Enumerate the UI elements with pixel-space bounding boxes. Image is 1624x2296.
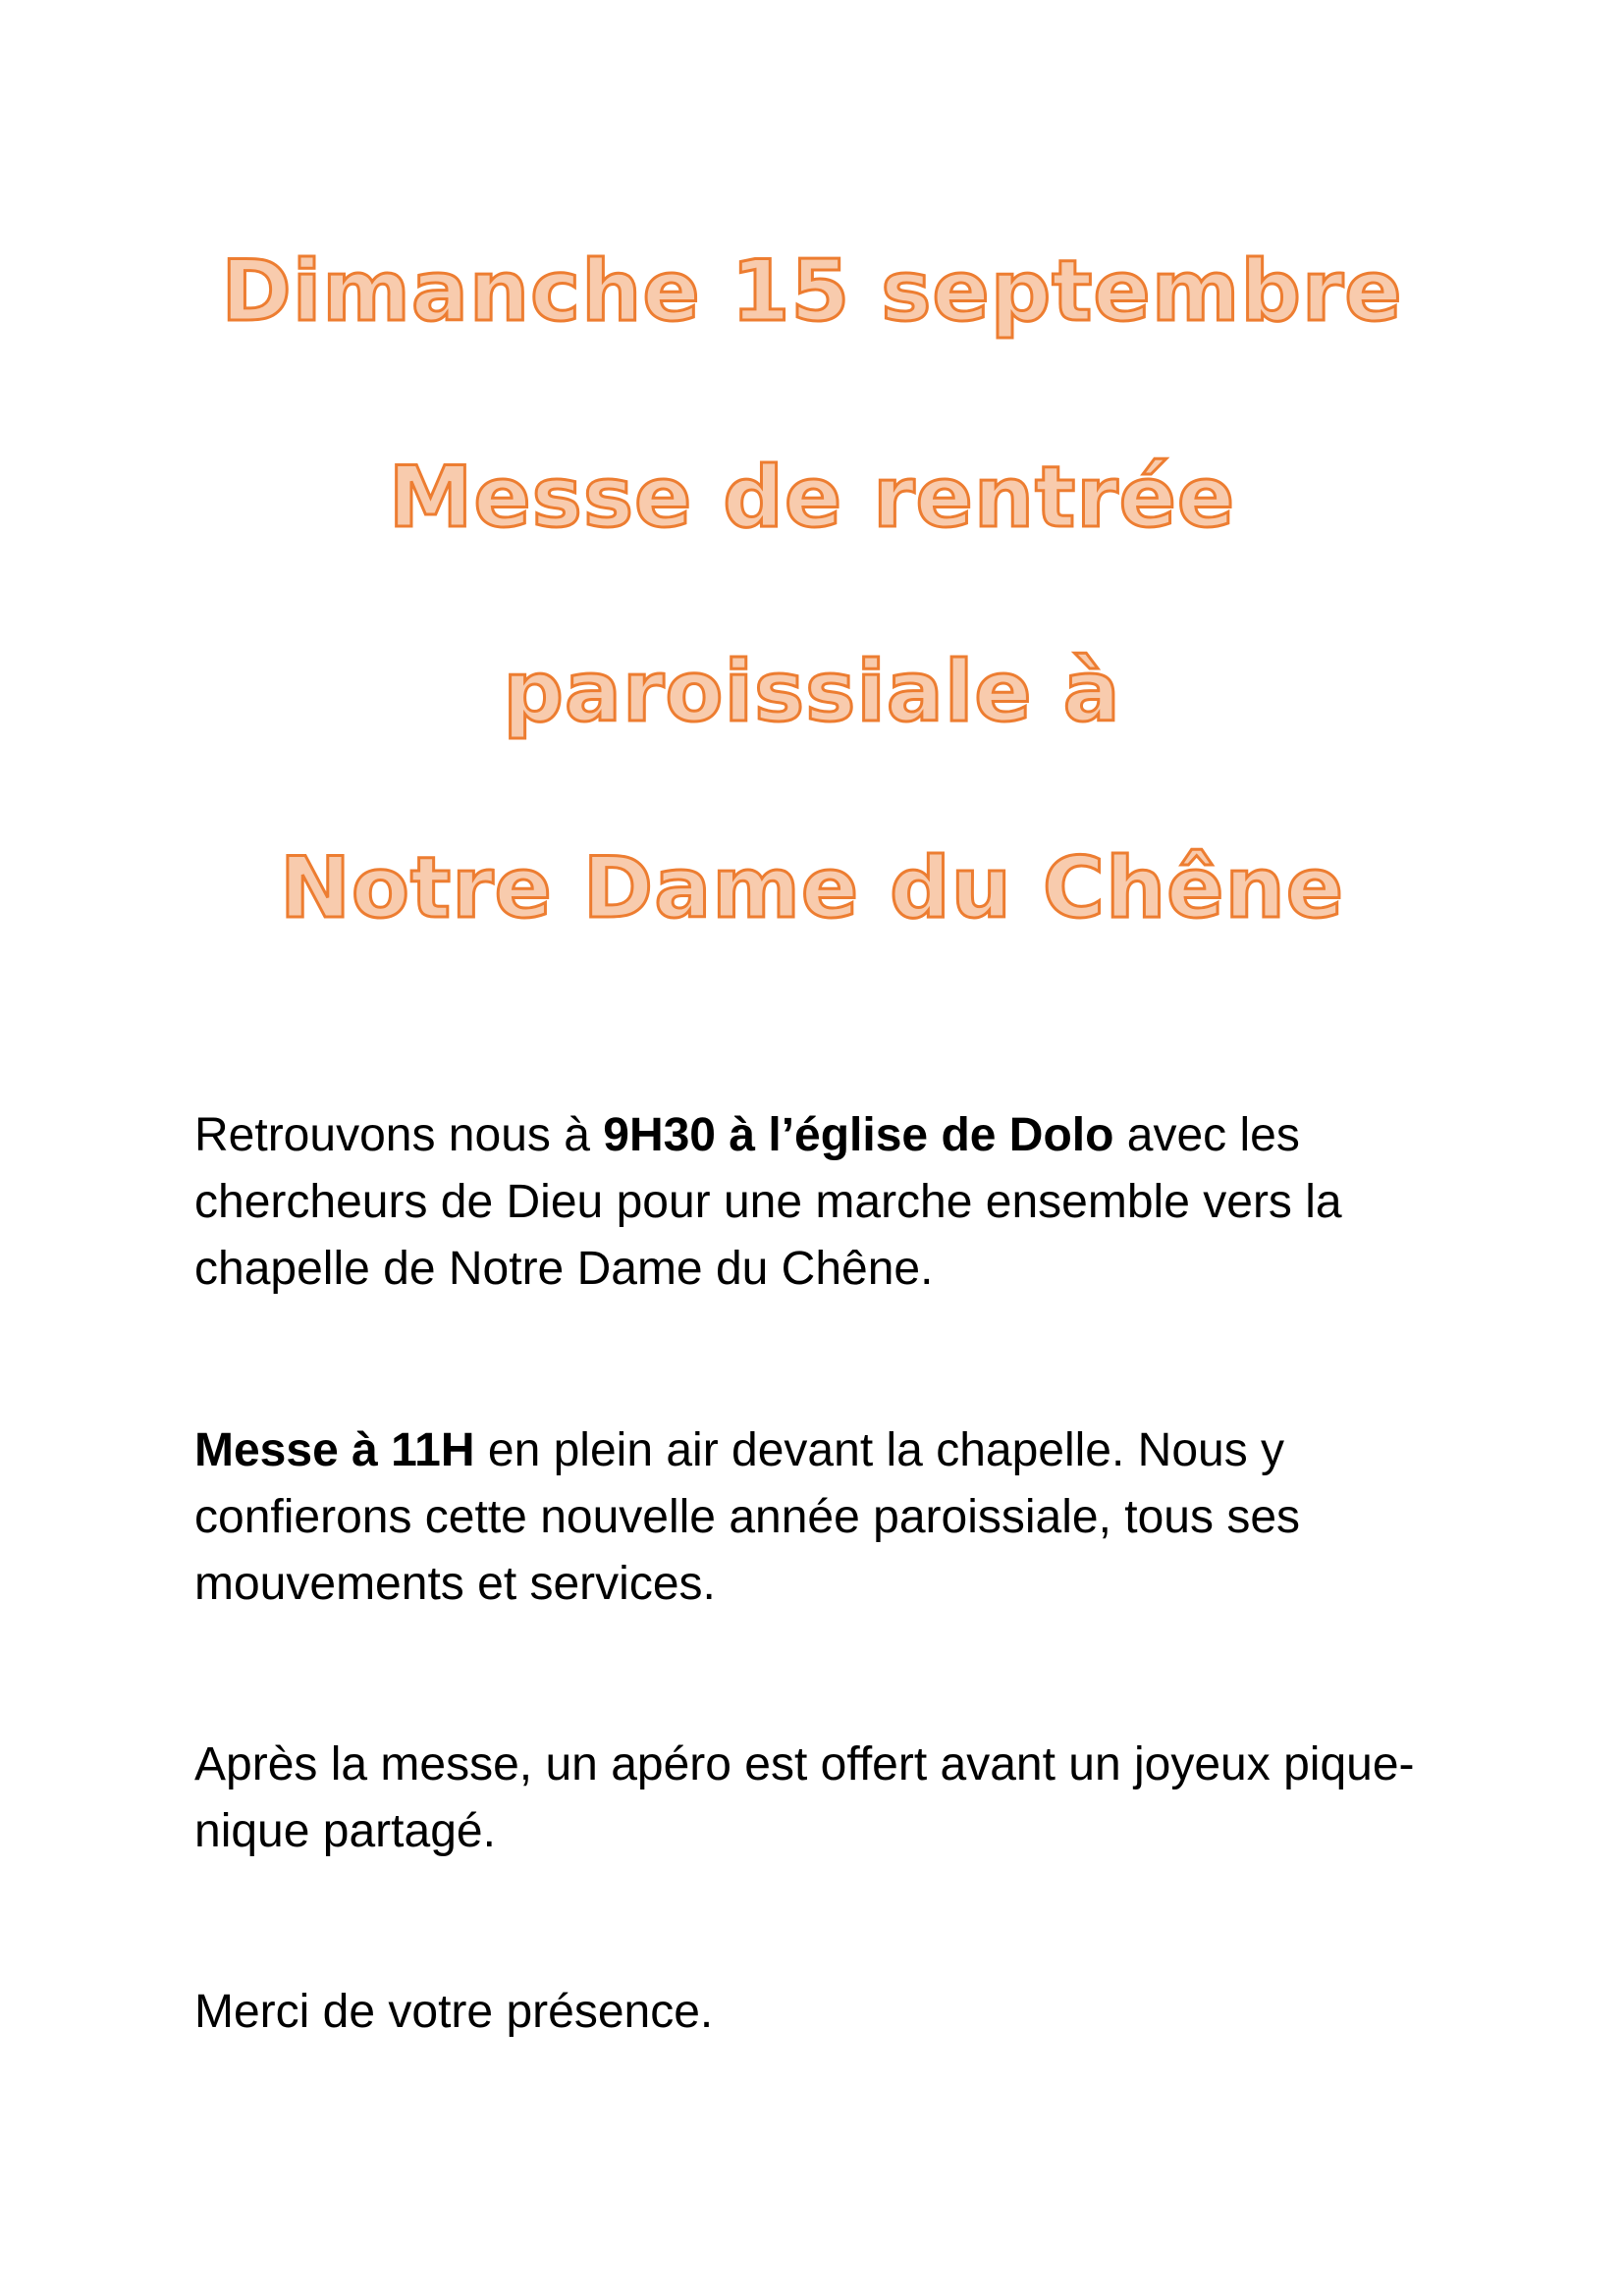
paragraph-meeting-rest: avec les chercheurs de Dieu pour une marche ensemble vers la chapelle de Notre Dame du Chêne.: [194, 1109, 1342, 1295]
paragraph-picnic: Après la messe, un apéro est offert avant un joyeux pique-nique partagé.: [194, 1738, 1415, 1857]
heading-location: Notre Dame du Chêne: [279, 839, 1345, 937]
heading-date: Dimanche 15 septembre: [221, 242, 1403, 341]
paragraph-meeting-intro: Retrouvons nous à: [194, 1109, 604, 1161]
paragraph-mass: [194, 1417, 1471, 1618]
paragraph-mass-time: Messe à 11H: [194, 1424, 475, 1476]
paragraph-meeting: [194, 1102, 1471, 1303]
paragraph-thanks: Merci de votre présence.: [194, 1986, 714, 2038]
heading-paroissiale: paroissiale à: [503, 643, 1121, 741]
paragraph-meeting-time-place: 9H30 à l’église de Dolo: [603, 1109, 1114, 1161]
paragraph-mass-rest: en plein air devant la chapelle. Nous y confierons cette nouvelle année paroissiale, tous ses mouvements et services.: [194, 1424, 1301, 1610]
heading-messe-rentree: Messe de rentrée: [388, 449, 1236, 547]
